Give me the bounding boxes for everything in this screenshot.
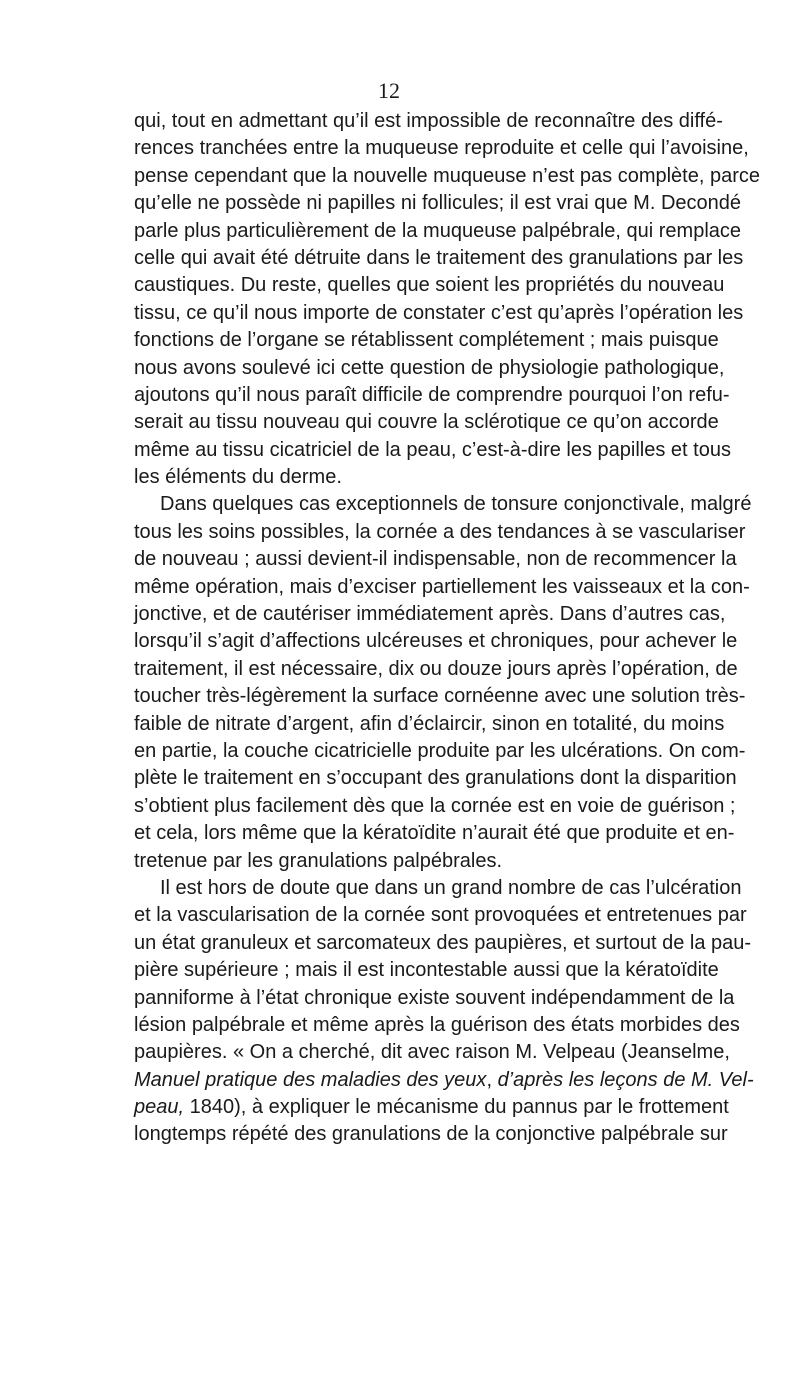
text-line: même opération, mais d’exciser partiellement les vaisseaux et la con-	[134, 575, 750, 598]
citation-author: peau,	[134, 1096, 185, 1119]
text-line: rences tranchées entre la muqueuse reproduite et celle qui l’avoisine,	[134, 137, 749, 160]
text-line: s’obtient plus facilement dès que la cornée est en voie de guérison ;	[134, 794, 736, 817]
text-line: jonctive, et de cautériser immédiatement après. Dans d’autres cas,	[134, 603, 726, 626]
page-number: 12	[378, 78, 400, 103]
text-line: fonctions de l’organe se rétablissent complétement ; mais puisque	[134, 329, 719, 352]
text-line: tretenue par les granulations palpébrales.	[134, 849, 503, 872]
text-line-citation	[134, 1067, 754, 1094]
text-line: Il est hors de doute que dans un grand nombre de cas l’ulcération	[160, 876, 742, 899]
text-line: même au tissu cicatriciel de la peau, c’est-à-dire les papilles et tous	[134, 438, 731, 461]
text-line: caustiques. Du reste, quelles que soient les propriétés du nouveau	[134, 274, 725, 297]
text-line-citation-end	[134, 1094, 729, 1121]
text-line-final: longtemps répété des granulations de la conjonctive palpébrale sur	[134, 1123, 728, 1146]
citation-rest: 1840), à expliquer le mécanisme du pannus par le frottement	[184, 1096, 729, 1119]
text-line: celle qui avait été détruite dans le traitement des granulations par les	[134, 246, 744, 269]
body-text	[134, 108, 760, 1149]
text-line: nous avons soulevé ici cette question de physiologie pathologique,	[134, 356, 725, 379]
text-line: les éléments du derme.	[134, 466, 342, 489]
text-line: ajoutons qu’il nous paraît difficile de comprendre pourquoi l’on refu-	[134, 383, 730, 406]
text-line: et cela, lors même que la kératoïdite n’aurait été que produite et en-	[134, 822, 735, 845]
text-line: pense cependant que la nouvelle muqueuse n’est pas complète, parce	[134, 164, 760, 187]
text-line: traitement, il est nécessaire, dix ou douze jours après l’opération, de	[134, 657, 738, 680]
citation-source: d’après les leçons de M. Vel-	[497, 1068, 754, 1091]
text-line: panniforme à l’état chronique existe souvent indépendamment de la	[134, 986, 735, 1009]
text-line: toucher très-légèrement la surface cornéenne avec une solution très-	[134, 685, 746, 708]
text-line: qui, tout en admettant qu’il est impossible de reconnaître des diffé-	[134, 110, 723, 132]
text-line: un état granuleux et sarcomateux des paupières, et surtout de la pau-	[134, 931, 752, 954]
citation-separator: ,	[486, 1068, 498, 1091]
text-line: parle plus particulièrement de la muqueuse palpébrale, qui remplace	[134, 219, 742, 242]
text-line: serait au tissu nouveau qui couvre la sclérotique ce qu’on accorde	[134, 411, 719, 434]
text-line: plète le traitement en s’occupant des granulations dont la disparition	[134, 767, 737, 790]
text-line: en partie, la couche cicatricielle produite par les ulcérations. On com-	[134, 739, 746, 762]
text-line: tissu, ce qu’il nous importe de constater c’est qu’après l’opération les	[134, 301, 744, 324]
text-lines	[134, 108, 760, 1067]
text-line: lorsqu’il s’agit d’affections ulcéreuses et chroniques, pour achever le	[134, 630, 738, 653]
text-line: de nouveau ; aussi devient-il indispensable, non de recommencer la	[134, 548, 737, 571]
citation-title: Manuel pratique des maladies des yeux	[134, 1068, 487, 1091]
text-line: paupières. « On a cherché, dit avec raison M. Velpeau (Jeanselme,	[134, 1041, 730, 1064]
text-line: pière supérieure ; mais il est incontestable aussi que la kératoïdite	[134, 959, 719, 982]
text-line: lésion palpébrale et même après la guérison des états morbides des	[134, 1013, 740, 1036]
text-line: tous les soins possibles, la cornée a des tendances à se vasculariser	[134, 520, 746, 543]
text-line: Dans quelques cas exceptionnels de tonsure conjonctivale, malgré	[160, 493, 752, 516]
text-line: qu’elle ne possède ni papilles ni follicules; il est vrai que M. Decondé	[134, 192, 742, 215]
text-line: et la vascularisation de la cornée sont provoquées et entretenues par	[134, 904, 747, 927]
text-line: faible de nitrate d’argent, afin d’éclaircir, sinon en totalité, du moins	[134, 712, 725, 735]
